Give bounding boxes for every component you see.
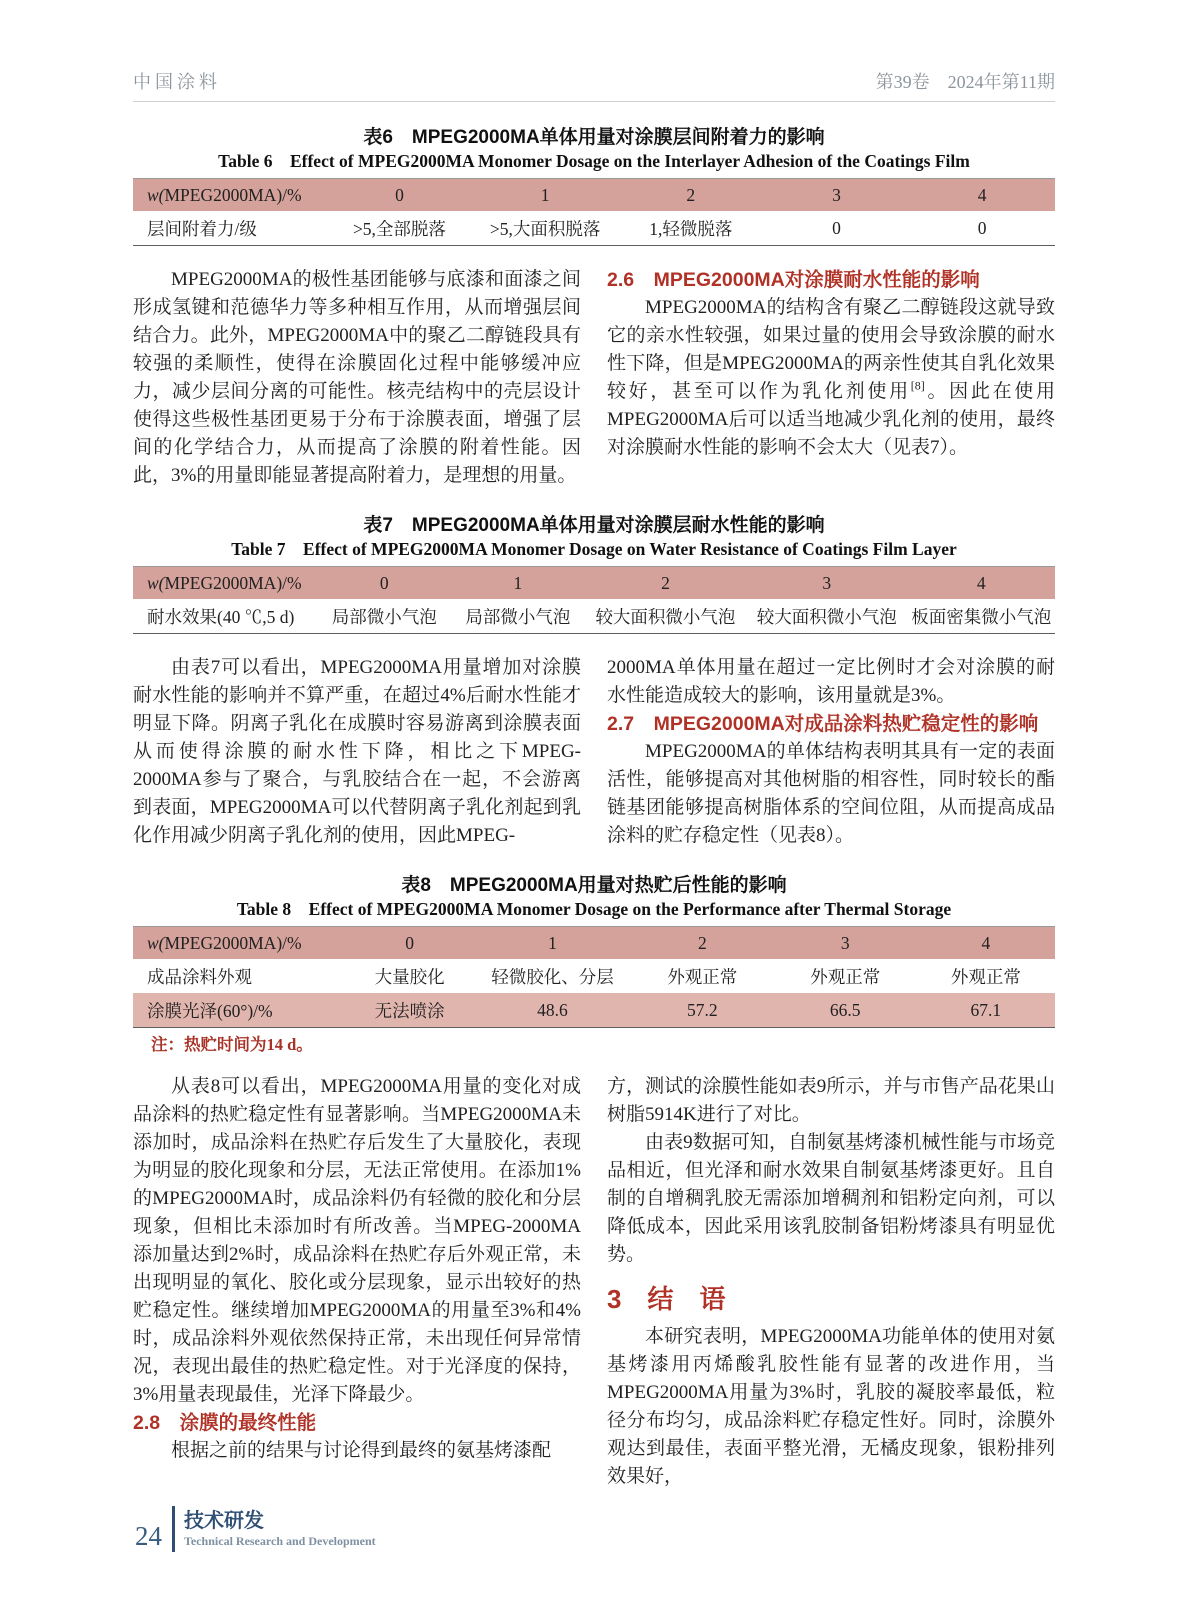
- table8-cell: 67.1: [970, 999, 1002, 1020]
- text-row-1: [133, 266, 1055, 490]
- paragraph-2-6-text: 。因此在使用MPEG2000MA后可以适当地减少乳化剂的使用，最终对涂膜耐水性能的影响不会太大（见表7）。: [607, 381, 1055, 458]
- section-2-6-heading: 2.6 MPEG2000MA对涂膜耐水性能的影响: [607, 269, 980, 291]
- table8-header-cell: 2: [697, 932, 707, 953]
- table8-cell: 66.5: [829, 999, 861, 1020]
- paragraph-conclusion: 本研究表明，MPEG2000MA功能单体的使用对氨基烤漆用丙烯酸乳胶性能有显著的改进作用，当MPEG2000MA用量为3%时，乳胶的凝胶率最低，粒径分布均匀，成品涂料贮存稳定性好。同时，涂膜外观达到最佳，表面平整光滑，无橘皮现象，银粉排列效果好，: [607, 1326, 1055, 1487]
- section-3-heading: 3 结 语: [607, 1284, 726, 1314]
- paragraph-2-8: 根据之前的结果与讨论得到最终的氨基烤漆配: [171, 1440, 552, 1461]
- table6-header-cell: 3: [832, 184, 841, 205]
- table8-cell: 涂膜光泽(60°)/%: [147, 1000, 273, 1021]
- table7-cell: 局部微小气泡: [465, 606, 571, 627]
- table8-data-row-appearance: [133, 959, 1055, 993]
- table7-cell: 板面密集微小气泡: [911, 606, 1052, 627]
- table6-cell: 0: [832, 217, 841, 238]
- right-column-2: [607, 654, 1055, 850]
- table8-cell: 轻微胶化、分层: [491, 966, 614, 987]
- left-column-1: [133, 266, 581, 490]
- table6-title-zh: 表6 MPEG2000MA单体用量对涂膜层间附着力的影响: [363, 127, 825, 148]
- table8-cell: 外观正常: [950, 966, 1021, 987]
- table8-cell: 外观正常: [667, 966, 738, 987]
- table6: [133, 178, 1055, 246]
- table8-cell: 48.6: [537, 999, 568, 1020]
- paragraph-table9-discussion: 由表9数据可知，自制氨基烤漆机械性能与市场竞品相近，但光泽和耐水效果自制氨基烤漆更好。且自制的自增稠乳胶无需添加增稠剂和铝粉定向剂，可以降低成本，因此采用该乳胶制备铝粉烤漆具有明显优势。: [607, 1132, 1055, 1265]
- reference-8-superscript: [8]: [910, 378, 925, 393]
- table8-header-row: [133, 927, 1055, 960]
- table6-header-cell: 2: [686, 184, 696, 205]
- paragraph-2-6-text: MPEG2000MA的结构含有聚乙二醇链段这就导致它的亲水性较强，如果过量的使用会导致涂膜的耐水性下降，但是MPEG2000MA的两亲性使其自乳化效果较好，甚至可以作为乳化剂使用: [607, 297, 1055, 402]
- table7-cell: 较大面积微小气泡: [756, 606, 897, 627]
- table6-header-cell: 0: [395, 184, 404, 205]
- left-column-2: [133, 654, 581, 850]
- paragraph-table7-discussion: 由表7可以看出，MPEG2000MA用量增加对涂膜耐水性能的影响并不算严重，在超过4%后耐水性能才明显下降。阴离子乳化在成膜时容易游离到涂膜表面从而使得涂膜的耐水性下降，相比之下MPEG-2000MA参与了聚合，与乳胶结合在一起，不会游离到表面，MPEG2000MA可以代替阴离子乳化剂起到乳化作用减少阴离子乳化剂的使用，因此MPEG-: [133, 657, 581, 846]
- paragraph-2-6: [607, 294, 1055, 462]
- footer-section-en: Technical Research and Development: [184, 1534, 376, 1548]
- table7-cell: 耐水效果(40 ℃,5 d): [147, 606, 295, 627]
- table8-block: [133, 874, 1055, 1057]
- table8-cell: 大量胶化: [374, 966, 445, 987]
- running-head: [133, 68, 1055, 102]
- table7-header-cell: 0: [379, 572, 389, 593]
- footer-divider-bar: [172, 1506, 175, 1552]
- table8-header-cell: 0: [405, 932, 414, 953]
- footer-section: [184, 1509, 376, 1549]
- text-row-2: [133, 654, 1055, 850]
- table8-data-row-gloss: [133, 993, 1055, 1028]
- table7-cell: 较大面积微小气泡: [595, 606, 736, 627]
- paragraph-table7-continuation: 2000MA单体用量在超过一定比例时才会对涂膜的耐水性能造成较大的影响，该用量就是3%。: [607, 657, 1055, 706]
- table6-cell: >5,大面积脱落: [489, 218, 601, 239]
- table7-header-cell: 1: [513, 572, 523, 593]
- table8-note: 注：热贮时间为14 d。: [151, 1035, 313, 1054]
- table8-header-cell: w(MPEG2000MA)/%: [147, 932, 302, 953]
- table6-block: [133, 126, 1055, 246]
- paragraph-2-7: MPEG2000MA的单体结构表明其具有一定的表面活性，能够提高对其他树脂的相容性，同时较长的酯链基团能够提高树脂体系的空间位阻，从而提高成品涂料的贮存稳定性（见表8）。: [607, 741, 1055, 846]
- table7-header-row: [133, 567, 1055, 600]
- page-number: 24: [135, 1521, 162, 1551]
- text-row-3: [133, 1073, 1055, 1491]
- footer-section-zh: 技术研发: [184, 1510, 264, 1532]
- table6-header-cell: w(MPEG2000MA)/%: [147, 184, 302, 205]
- table8-cell: 成品涂料外观: [147, 966, 252, 987]
- table8-title-zh: 表8 MPEG2000MA用量对热贮后性能的影响: [401, 875, 787, 896]
- table6-title-en: Table 6 Effect of MPEG2000MA Monomer Dosage on the Interlayer Adhesion of the Coatings Film: [218, 151, 970, 171]
- table7-header-cell: 2: [661, 572, 670, 593]
- page-footer: [135, 1506, 376, 1552]
- table6-data-row: [133, 211, 1055, 246]
- table6-cell: >5,全部脱落: [352, 218, 446, 239]
- table6-header-row: [133, 179, 1055, 212]
- table8-cell: 无法喷涂: [374, 1000, 445, 1021]
- paragraph-table8-discussion: 从表8可以看出，MPEG2000MA用量的变化对成品涂料的热贮稳定性有显著影响。当MPEG2000MA未添加时，成品涂料在热贮存后发生了大量胶化，表现为明显的胶化现象和分层，无法正常使用。在添加1%的MPEG2000MA时，成品涂料仍有轻微的胶化和分层现象，但相比未添加时有所改善。当MPEG-2000MA添加量达到2%时，成品涂料在热贮存后外观正常，未出现明显的氧化、胶化或分层现象，显示出较好的热贮稳定性。继续增加MPEG2000MA的用量至3%和4%时，成品涂料外观依然保持正常，未出现任何异常情况，表现出最佳的热贮稳定性。对于光泽度的保持，3%用量表现最佳，光泽下降最少。: [133, 1076, 581, 1405]
- table8-header-cell: 1: [548, 932, 557, 953]
- table8: [133, 926, 1055, 1028]
- volume-issue: 第39卷 2024年第11期: [875, 72, 1055, 92]
- table8-cell: 57.2: [687, 999, 718, 1020]
- table7-block: [133, 514, 1055, 634]
- right-column-3: [607, 1073, 1055, 1491]
- table7-data-row: [133, 599, 1055, 634]
- paragraph-2-8-continuation: 方，测试的涂膜性能如表9所示，并与市售产品花果山树脂5914K进行了对比。: [607, 1076, 1055, 1125]
- journal-title: 中国涂料: [133, 72, 221, 92]
- table7: [133, 566, 1055, 634]
- table8-cell: 外观正常: [810, 966, 881, 987]
- table7-header-cell: 4: [976, 572, 986, 593]
- table7-title-zh: 表7 MPEG2000MA单体用量对涂膜层耐水性能的影响: [363, 515, 825, 536]
- table6-cell: 0: [977, 217, 987, 238]
- table7-header-cell: 3: [822, 572, 832, 593]
- left-column-3: [133, 1073, 581, 1491]
- table8-header-cell: 4: [981, 932, 991, 953]
- table7-header-cell: w(MPEG2000MA)/%: [147, 572, 302, 593]
- right-column-1: [607, 266, 1055, 490]
- table8-title-en: Table 8 Effect of MPEG2000MA Monomer Dosage on the Performance after Thermal Storage: [236, 899, 952, 919]
- table6-cell: 1,轻微脱落: [649, 218, 733, 239]
- paragraph-table6-discussion: MPEG2000MA的极性基团能够与底漆和面漆之间形成氢键和范德华力等多种相互作用，从而增强层间结合力。此外，MPEG2000MA中的聚乙二醇链段具有较强的柔顺性，使得在涂膜固化过程中能够缓冲应力，减少层间分离的可能性。核壳结构中的壳层设计使得这些极性基团更易于分布于涂膜表面，增强了层间的化学结合力，从而提高了涂膜的附着性能。因此，3%的用量即能显著提高附着力，是理想的用量。: [133, 269, 581, 486]
- section-2-7-heading: 2.7 MPEG2000MA对成品涂料热贮稳定性的影响: [607, 713, 1039, 735]
- table6-header-cell: 1: [540, 184, 550, 205]
- table6-header-cell: 4: [977, 184, 987, 205]
- table6-cell: 层间附着力/级: [147, 218, 257, 239]
- table8-header-cell: 3: [840, 932, 850, 953]
- section-2-8-heading: 2.8 涂膜的最终性能: [133, 1412, 317, 1434]
- table7-cell: 局部微小气泡: [331, 606, 437, 627]
- table7-title-en: Table 7 Effect of MPEG2000MA Monomer Dosage on Water Resistance of Coatings Film Layer: [231, 539, 957, 559]
